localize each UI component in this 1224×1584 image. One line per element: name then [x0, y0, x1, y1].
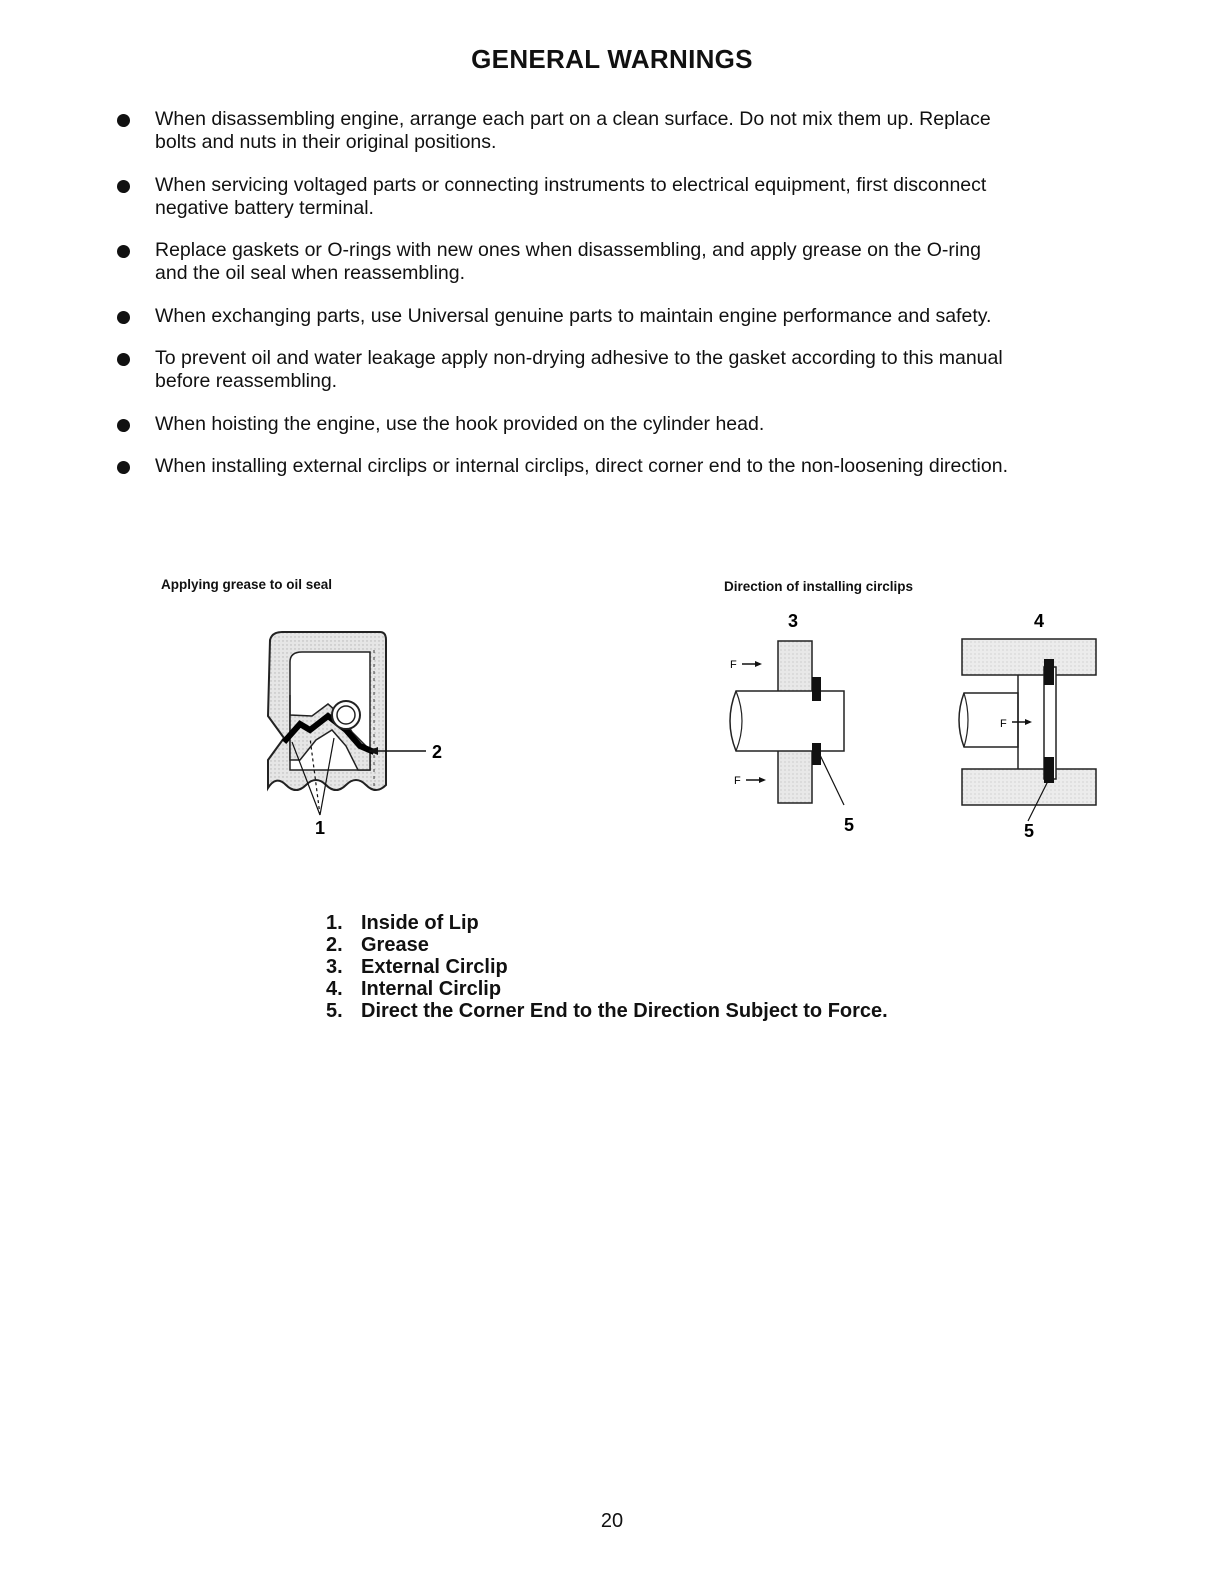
callout-1-label: 1	[315, 818, 326, 838]
warning-item	[115, 455, 1015, 478]
callout-4-label: 4	[1034, 611, 1045, 631]
bullet-icon	[117, 245, 130, 258]
warning-text: When installing external circlips or internal circlips, direct corner end to the non-loosening direction.	[155, 455, 1009, 477]
garter-spring	[332, 701, 360, 729]
warning-item	[115, 413, 1015, 436]
oil-seal-diagram	[250, 620, 460, 845]
internal-circlip-diagram	[950, 605, 1110, 845]
legend-number: 3.	[326, 956, 343, 978]
page-title: GENERAL WARNINGS	[471, 44, 753, 74]
legend-item	[326, 912, 888, 934]
warning-text: When disassembling engine, arrange each part on a clean surface. Do not mix them up. Replace bolts and nuts in their original positions.	[155, 108, 991, 153]
legend-item	[326, 934, 888, 956]
external-circlip-diagram	[720, 605, 870, 845]
circlips-figure-caption: Direction of installing circlips	[724, 579, 914, 594]
callout-5-label: 5	[844, 815, 855, 835]
warning-text: Replace gaskets or O-rings with new ones when disassembling, and apply grease on the O-ring and the oil seal when reassembling.	[155, 239, 981, 284]
warning-text: When servicing voltaged parts or connecting instruments to electrical equipment, first disconnect negative battery terminal.	[155, 173, 987, 219]
legend-text: Inside of Lip	[361, 912, 479, 934]
callout-5-label: 5	[1024, 821, 1035, 841]
legend-text: Grease	[361, 934, 429, 956]
legend-item	[326, 978, 888, 1000]
legend-item	[326, 956, 888, 978]
oil-seal-figure-caption: Applying grease to oil seal	[161, 577, 333, 592]
bullet-icon	[117, 311, 130, 324]
warning-item	[115, 239, 1015, 285]
bullet-icon	[117, 419, 130, 432]
legend-number: 1.	[326, 912, 343, 934]
warnings-list	[115, 108, 1015, 498]
page-number: 20	[600, 1510, 624, 1532]
bullet-icon	[117, 353, 130, 366]
force-label: F	[1000, 718, 1007, 730]
circlip-top	[1044, 659, 1054, 685]
circlip-top	[812, 677, 821, 701]
bullet-icon	[117, 180, 130, 193]
circlip-bottom	[812, 743, 821, 765]
warning-text: When hoisting the engine, use the hook provided on the cylinder head.	[155, 412, 765, 435]
bullet-icon	[117, 461, 130, 474]
callout-3-label: 3	[788, 611, 799, 631]
legend-number: 2.	[326, 934, 343, 956]
legend-text: External Circlip	[361, 956, 508, 978]
force-label-top: F	[730, 659, 737, 671]
shaft	[730, 691, 844, 751]
legend-number: 4.	[326, 978, 343, 1000]
warning-item	[115, 347, 1015, 393]
housing-top	[962, 639, 1096, 675]
figure-legend	[326, 912, 888, 1022]
warning-item	[115, 305, 1015, 328]
housing-bottom	[962, 769, 1096, 805]
corner-leader-line	[820, 755, 844, 805]
warning-item	[115, 174, 1015, 220]
legend-text: Direct the Corner End to the Direction Subject to Force.	[361, 1000, 888, 1022]
warning-text: To prevent oil and water leakage apply non-drying adhesive to the gasket according to this manual before reassembling.	[155, 347, 1003, 392]
legend-text: Internal Circlip	[361, 978, 502, 1000]
legend-item	[326, 1000, 888, 1022]
warning-item	[115, 108, 1015, 154]
callout-2-label: 2	[432, 742, 443, 762]
legend-number: 5.	[326, 1000, 343, 1022]
circlip-bottom	[1044, 757, 1054, 783]
bullet-icon	[117, 114, 130, 127]
force-label-bottom: F	[734, 775, 741, 787]
warning-text: When exchanging parts, use Universal genuine parts to maintain engine performance and safety.	[155, 304, 992, 327]
